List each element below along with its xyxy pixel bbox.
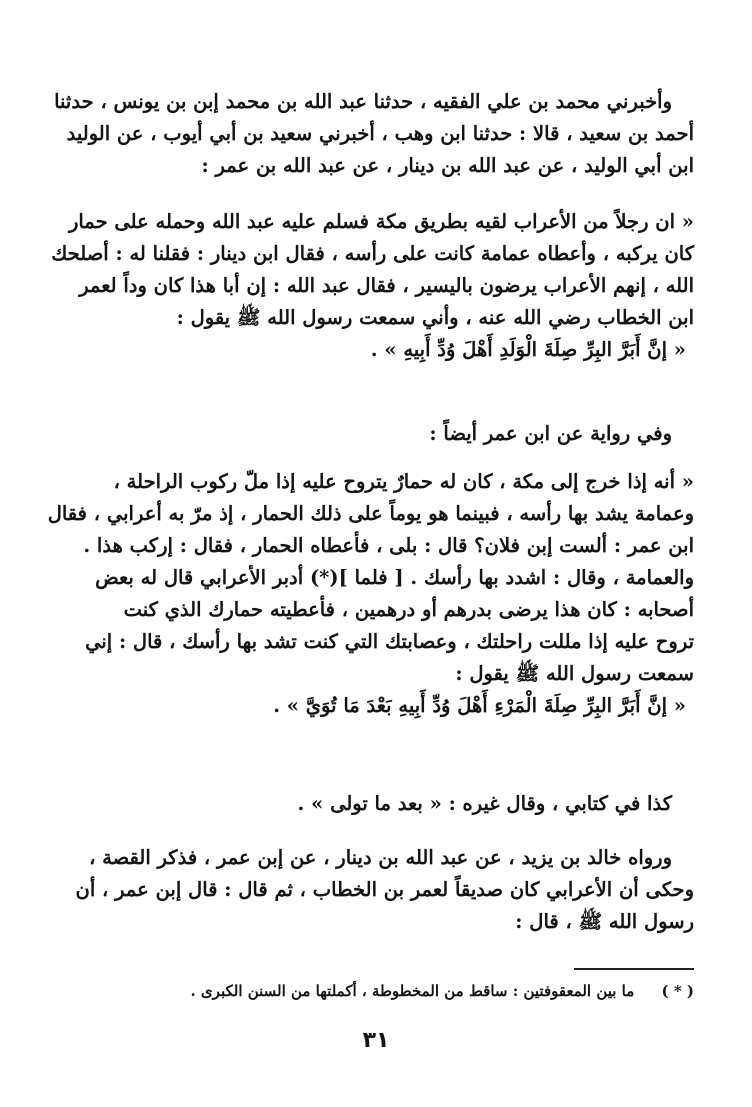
footnote-text: ما بين المعقوفتين : ساقط من المخطوطة ، أكملتها من السنن الكبرى . <box>190 982 635 1000</box>
text-line: الله ، إنهم الأعراب يرضون باليسير ، فقال عبد الله : إن أبا هذا كان وداً لعمر <box>79 274 694 297</box>
text-line: كان يركبه ، وأعطاه عمامة كانت على رأسه ، فقال ابن دينار : فقلنا له : أصلحك <box>51 242 694 265</box>
paragraph-isnad-1 <box>54 86 694 182</box>
text-line: ابن الخطاب رضي الله عنه ، وأني سمعت رسول الله ﷺ يقول : <box>176 306 694 329</box>
footnote-divider <box>574 968 694 970</box>
text-line: كذا في كتابي ، وقال غيره : « بعد ما تولى » . <box>297 792 672 815</box>
text-line: وعمامة يشد بها رأسه ، فبينما هو يوماً على ذلك الحمار ، إذ مرّ به أعرابي ، فقال <box>47 502 694 525</box>
paragraph-riwaya-intro <box>92 418 694 450</box>
footnote-marker: ( * ) <box>661 982 694 1000</box>
text-line: والعمامة ، وقال : اشدد بها رأسك . [ فلما ](*) أدبر الأعرابي قال له بعض <box>95 566 694 589</box>
paragraph-hadith-1 <box>51 206 694 366</box>
prophetic-saying: « إنَّ أَبَرَّ البِرِّ صِلَةَ الْمَرْءِ أَهْلَ وُدِّ أَبِيهِ بَعْدَ مَا تُوَيَّ » . <box>273 694 686 717</box>
text-line: ابن عمر : ألست إبن فلان؟ قال : بلى ، فأعطاه الحمار ، فقال : إركب هذا . <box>83 534 694 557</box>
text-line: ابن أبي الوليد ، عن عبد الله بن دينار ، عن عبد الله بن عمر : <box>201 154 694 177</box>
footnote <box>114 980 694 1002</box>
page-number: ٣١ <box>362 1028 390 1053</box>
text-line: « أنه إذا خرج إلى مكة ، كان له حمارٌ يتروح عليه إذا ملّ ركوب الراحلة ، <box>113 470 694 493</box>
paragraph-hadith-2 <box>47 466 694 722</box>
paragraph-isnad-2 <box>75 842 694 938</box>
text-line: وفي رواية عن ابن عمر أيضاً : <box>429 422 672 445</box>
text-line: وأخبرني محمد بن علي الفقيه ، حدثنا عبد الله بن محمد إبن بن يونس ، حدثنا <box>54 90 672 113</box>
prophetic-saying: « إنَّ أَبَرَّ البِرِّ صِلَةَ الْوَلَدِ أَهْلَ وُدِّ أَبِيهِ » . <box>370 338 686 361</box>
text-line: رسول الله ﷺ ، قال : <box>515 910 694 933</box>
text-line: أحمد بن سعيد ، قالا : حدثنا ابن وهب ، أخبرني سعيد بن أبي أيوب ، عن الوليد <box>66 122 694 145</box>
text-line: أصحابه : كان هذا يرضى بدرهم أو درهمين ، فأعطيته حمارك الذي كنت <box>123 598 694 621</box>
text-line: « ان رجلاً من الأعراب لقيه بطريق مكة فسلم عليه عبد الله وحمله على حمار <box>68 210 694 233</box>
paragraph-variant-note <box>92 788 694 820</box>
text-line: تروح عليه إذا مللت راحلتك ، وعصابتك التي كنت تشد بها رأسك ، قال : إني <box>85 630 694 653</box>
text-line: ورواه خالد بن يزيد ، عن عبد الله بن دينار ، عن إبن عمر ، فذكر القصة ، <box>89 846 672 869</box>
text-line: وحكى أن الأعرابي كان صديقاً لعمر بن الخطاب ، ثم قال : قال إبن عمر ، أن <box>75 878 694 901</box>
text-line: سمعت رسول الله ﷺ يقول : <box>455 662 694 685</box>
